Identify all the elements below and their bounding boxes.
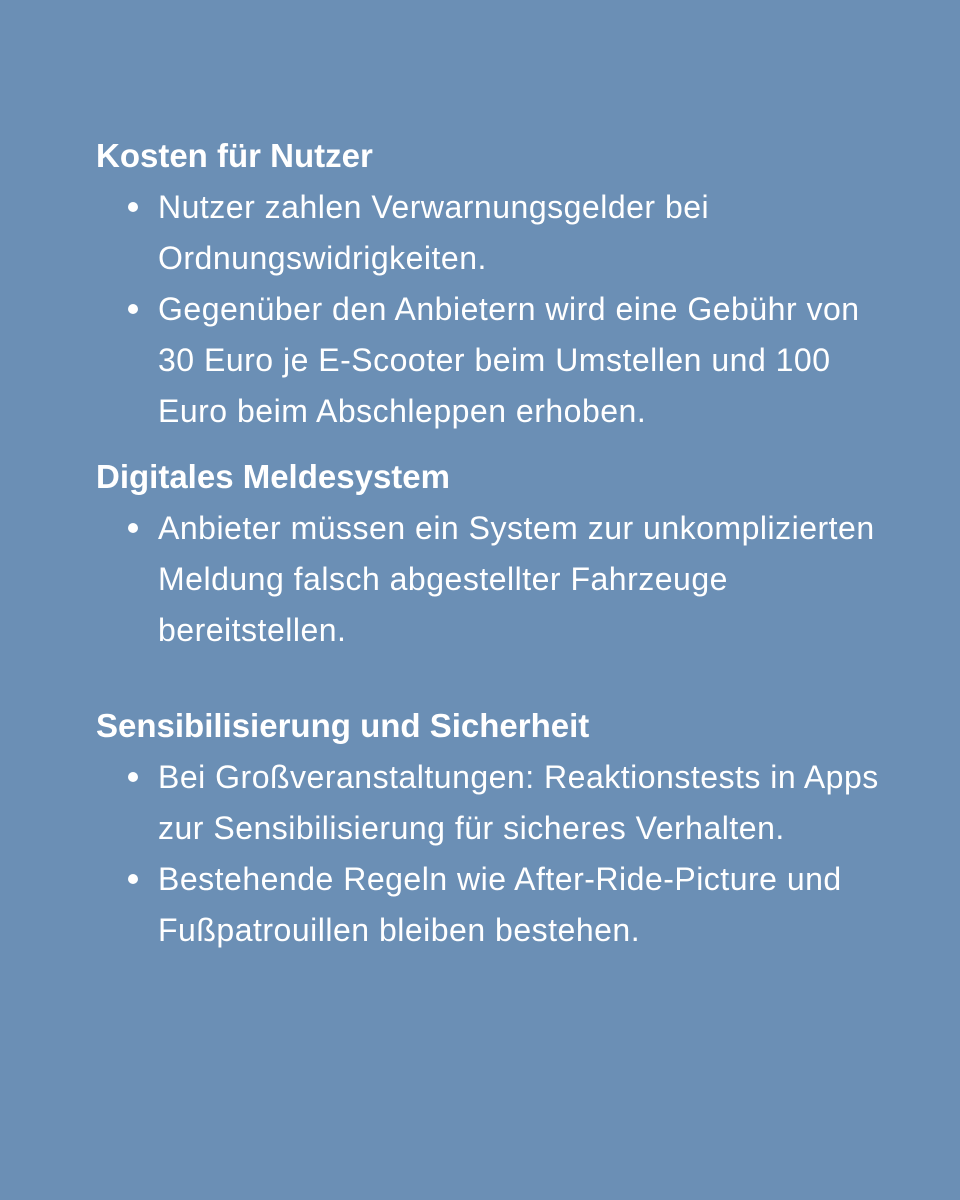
bullet-list-reporting-system	[96, 503, 896, 656]
section-title-reporting-system: Digitales Meldesystem	[96, 458, 450, 495]
bullet-dot-icon	[128, 772, 138, 782]
bullet-dot-icon	[128, 202, 138, 212]
list-item	[96, 503, 896, 656]
section-title-awareness-safety: Sensibilisierung und Sicherheit	[96, 707, 590, 744]
list-item	[96, 284, 896, 437]
section-costs	[96, 136, 896, 437]
section-reporting-system	[96, 457, 896, 656]
bullet-text: Gegenüber den Anbietern wird eine Gebühr von 30 Euro je E-Scooter beim Umstellen und 100 Euro beim Abschleppen erhoben.	[158, 291, 860, 429]
bullet-dot-icon	[128, 523, 138, 533]
list-item	[96, 752, 896, 854]
section-title-costs: Kosten für Nutzer	[96, 137, 373, 174]
bullet-list-costs	[96, 182, 896, 437]
bullet-dot-icon	[128, 874, 138, 884]
list-item	[96, 854, 896, 956]
section-awareness-safety	[96, 706, 896, 956]
bullet-text: Anbieter müssen ein System zur unkomplizierten Meldung falsch abgestellter Fahrzeuge bereitstellen.	[158, 510, 875, 648]
bullet-text: Bei Großveranstaltungen: Reaktionstests in Apps zur Sensibilisierung für sicheres Verhalten.	[158, 759, 879, 846]
bullet-text: Nutzer zahlen Verwarnungsgelder bei Ordnungswidrigkeiten.	[158, 189, 710, 276]
bullet-text: Bestehende Regeln wie After-Ride-Picture und Fußpatrouillen bleiben bestehen.	[158, 861, 842, 948]
list-item	[96, 182, 896, 284]
bullet-list-awareness-safety	[96, 752, 896, 956]
bullet-dot-icon	[128, 304, 138, 314]
